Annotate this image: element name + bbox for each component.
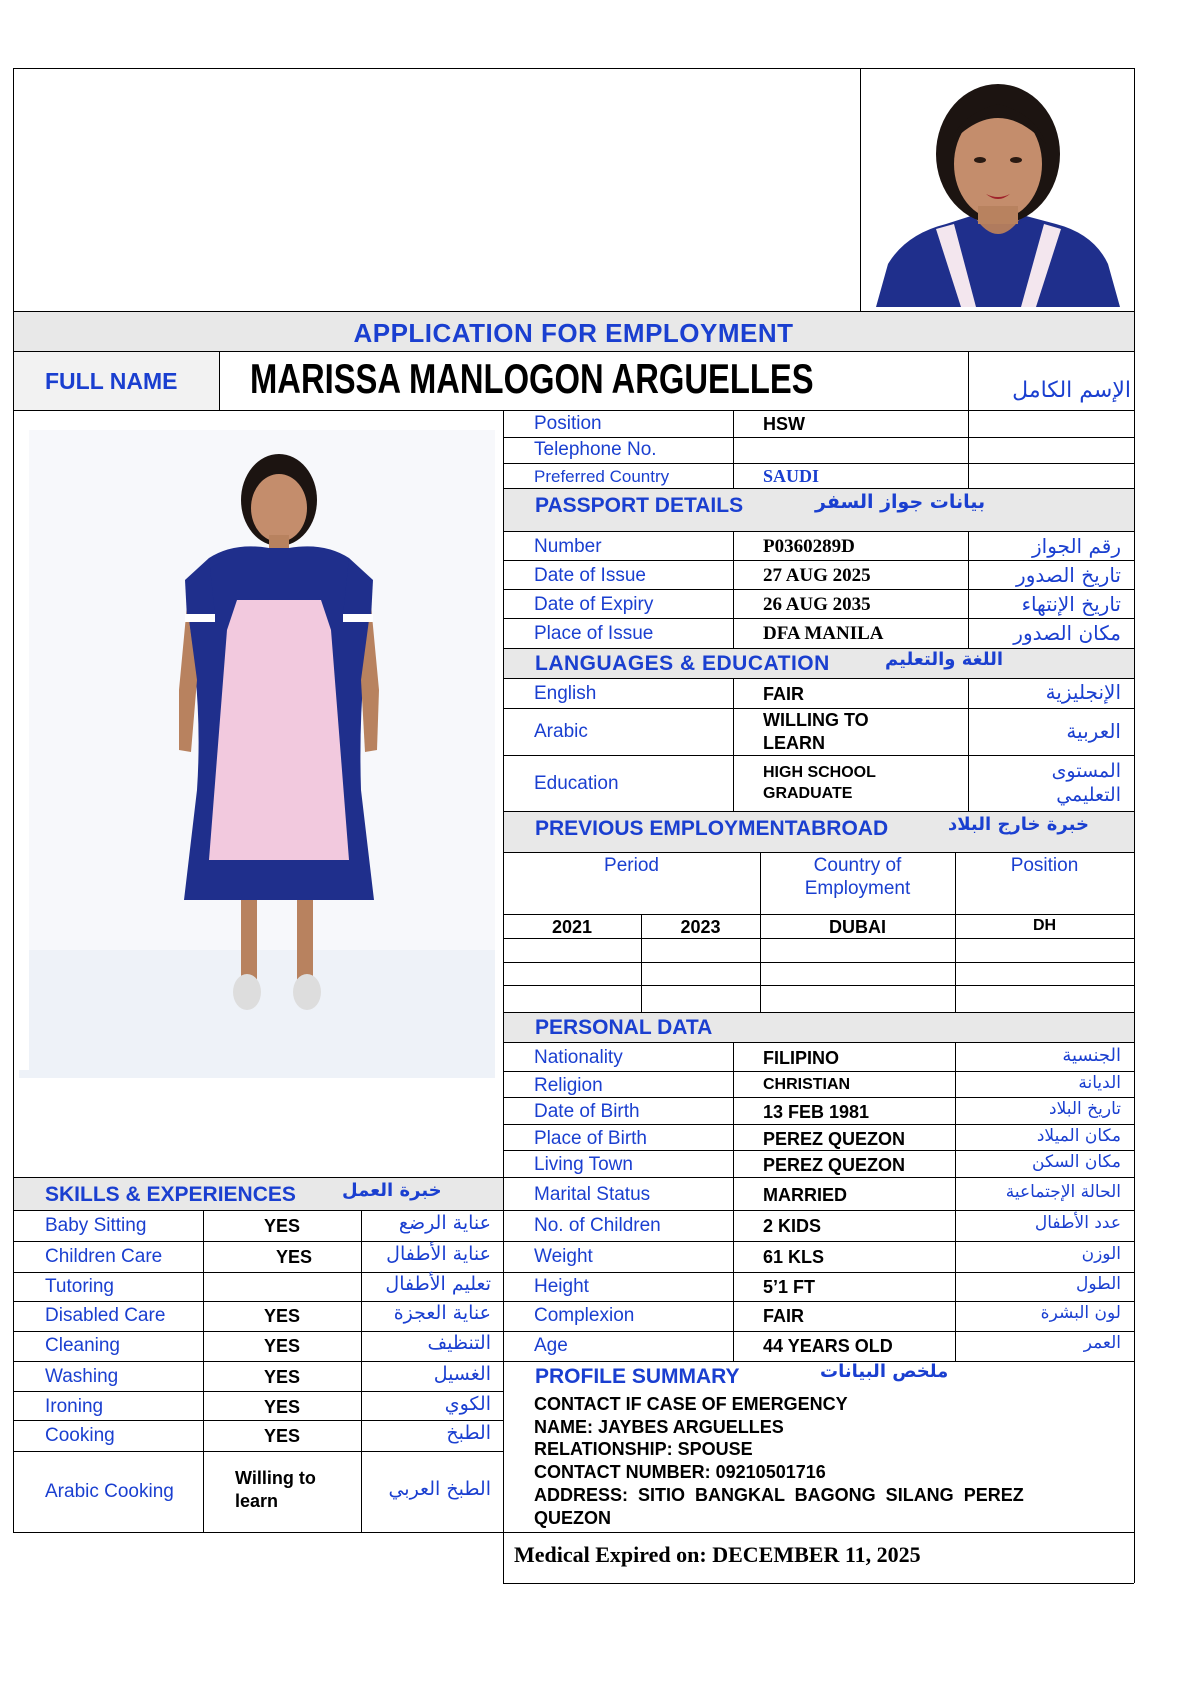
complexion-arabic: لون البشرة [1040,1303,1121,1323]
arabic-value-line2: LEARN [763,733,825,753]
arabic-label: Arabic [534,721,588,742]
nationality-value: FILIPINO [763,1048,839,1068]
education-value-line2: GRADUATE [763,785,853,802]
height-arabic: الطول [1076,1274,1121,1294]
weight-value: 61 KLS [763,1247,825,1267]
position-label: Position [534,413,602,434]
weight-arabic: الوزن [1081,1244,1121,1264]
skill-disabled-care-arabic: عناية العجزة [393,1302,491,1324]
skill-disabled-care-value: YES [263,1306,301,1326]
full-name-value: MARISSA MANLOGON ARGUELLES [250,355,814,402]
place-of-birth-label: Place of Birth [534,1128,647,1149]
headshot-photo [866,74,1130,307]
skill-arabic-cooking-value-line2: learn [235,1491,279,1511]
skill-ironing-value: YES [263,1397,301,1417]
living-town-arabic: مكان السكن [1032,1152,1121,1172]
col-period: Period [604,855,659,876]
position-value: HSW [763,414,805,434]
religion-label: Religion [534,1075,603,1096]
nationality-label: Nationality [534,1047,623,1068]
skill-washing-value: YES [263,1367,301,1387]
skill-tutoring: Tutoring [45,1276,114,1297]
employment-country: DUBAI [829,917,886,937]
profile-line-2: NAME: JAYBES ARGUELLES [534,1417,784,1437]
col-position: Position [1010,855,1079,876]
complexion-value: FAIR [763,1306,805,1326]
place-of-birth-value: PEREZ QUEZON [763,1129,906,1149]
profile-line-1: CONTACT IF CASE OF EMERGENCY [534,1394,848,1414]
passport-number-value: P0360289D [763,536,855,557]
skill-ironing-arabic: الكوي [444,1393,491,1415]
education-arabic-line1: المستوى [1051,760,1121,782]
religion-value: CHRISTIAN [763,1076,851,1093]
date-of-issue-label: Date of Issue [534,565,646,586]
date-of-birth-value: 13 FEB 1981 [763,1102,870,1122]
employment-heading-arabic: خبرة خارج البلاد [948,814,1089,835]
date-of-issue-arabic: تاريخ الصدور [1016,563,1121,587]
preferred-country-label: Preferred Country [534,467,670,486]
profile-heading-arabic: ملخص البيانات [820,1361,949,1382]
education-value-line1: HIGH SCHOOL [763,764,876,781]
medical-expiry [514,1542,921,1568]
children-label: No. of Children [534,1215,661,1236]
height-label: Height [534,1276,589,1297]
passport-number-arabic: رقم الجواز [1032,534,1121,558]
arabic-arabic: العربية [1066,719,1121,743]
weight-label: Weight [534,1246,593,1267]
passport-heading-arabic: بيانات جواز السفر [815,491,986,513]
employment-position: DH [1032,917,1057,934]
marital-status-label: Marital Status [534,1184,651,1205]
employment-to: 2023 [680,917,721,937]
living-town-label: Living Town [534,1154,633,1175]
children-arabic: عدد الأطفال [1034,1213,1121,1233]
skill-cooking: Cooking [45,1425,115,1446]
marital-status-arabic: الحالة الإجتماعية [1005,1182,1121,1202]
english-value: FAIR [763,684,805,704]
nationality-arabic: الجنسية [1062,1045,1121,1066]
skill-baby-sitting-arabic: عناية الرضع [398,1212,491,1234]
personal-heading: PERSONAL DATA [535,1016,713,1039]
medical-expiry-date: DECEMBER 11, 2025 [712,1542,921,1567]
date-of-expiry-value: 26 AUG 2035 [763,594,871,615]
skill-arabic-cooking-value-line1: Willing to [235,1468,316,1488]
place-of-issue-label: Place of Issue [534,623,654,644]
skill-children-care-arabic: عناية الأطفال [386,1243,491,1265]
place-of-birth-arabic: مكان الميلاد [1036,1126,1121,1146]
living-town-value: PEREZ QUEZON [763,1155,906,1175]
employment-from: 2021 [551,917,593,937]
languages-heading-arabic: اللغة والتعليم [885,649,1004,670]
english-arabic: الإنجليزية [1045,680,1121,704]
skill-cooking-value: YES [263,1426,301,1446]
skill-arabic-cooking: Arabic Cooking [45,1481,174,1502]
skill-arabic-cooking-arabic: الطبخ العربي [388,1478,491,1500]
date-of-birth-arabic: تاريخ البلاد [1049,1099,1121,1119]
passport-heading: PASSPORT DETAILS [535,494,744,517]
age-label: Age [534,1335,568,1356]
page-title: APPLICATION FOR EMPLOYMENT [353,318,794,348]
profile-line-4: CONTACT NUMBER: 09210501716 [534,1462,826,1482]
age-value: 44 YEARS OLD [763,1336,893,1356]
skills-heading: SKILLS & EXPERIENCES [45,1183,296,1206]
skill-tutoring-arabic: تعليم الأطفال [385,1273,491,1295]
skill-cooking-arabic: الطبخ [446,1422,491,1444]
height-value: 5’1 FT [763,1277,816,1297]
skill-baby-sitting: Baby Sitting [45,1215,147,1236]
date-of-issue-value: 27 AUG 2025 [763,565,871,586]
english-label: English [534,683,597,704]
skill-cleaning: Cleaning [45,1335,120,1356]
profile-heading: PROFILE SUMMARY [535,1365,740,1388]
languages-heading: LANGUAGES & EDUCATION [535,652,830,675]
skill-children-care: Children Care [45,1246,163,1267]
col-country-line2: Employment [804,878,911,899]
skill-washing: Washing [45,1366,119,1387]
full-body-photo [19,430,495,1078]
full-name-label: FULL NAME [45,368,178,394]
skills-heading-arabic: خبرة العمل [342,1180,442,1201]
profile-line-6: QUEZON [534,1508,612,1528]
skill-children-care-value: YES [275,1247,313,1267]
arabic-value-line1: WILLING TO [763,710,869,730]
marital-status-value: MARRIED [763,1185,847,1205]
date-of-birth-label: Date of Birth [534,1101,640,1122]
medical-expiry-label: Medical Expired on: [514,1542,707,1567]
skill-ironing: Ironing [45,1396,104,1417]
age-arabic: العمر [1083,1333,1121,1353]
education-arabic-line2: التعليمي [1056,784,1121,806]
place-of-issue-value: DFA MANILA [763,623,884,644]
profile-line-5: ADDRESS: SITIO BANGKAL BAGONG SILANG PEREZ [534,1485,1024,1505]
skill-cleaning-arabic: التنظيف [427,1332,491,1354]
preferred-country-value: SAUDI [763,466,820,486]
profile-line-3: RELATIONSHIP: SPOUSE [534,1439,753,1459]
employment-heading: PREVIOUS EMPLOYMENTABROAD [535,817,889,840]
skill-disabled-care: Disabled Care [45,1305,166,1326]
education-label: Education [534,773,619,794]
complexion-label: Complexion [534,1305,635,1326]
religion-arabic: الديانة [1078,1073,1121,1093]
place-of-issue-arabic: مكان الصدور [1013,621,1121,645]
skill-cleaning-value: YES [263,1336,301,1356]
col-country-line1: Country of [813,855,902,876]
full-name-arabic: الإسم الكامل [1012,378,1131,403]
skill-washing-arabic: الغسيل [433,1363,491,1385]
passport-number-label: Number [534,536,602,557]
telephone-label: Telephone No. [534,439,657,460]
children-value: 2 KIDS [763,1216,822,1236]
skill-baby-sitting-value: YES [263,1216,301,1236]
date-of-expiry-label: Date of Expiry [534,594,654,615]
date-of-expiry-arabic: تاريخ الإنتهاء [1021,592,1121,616]
